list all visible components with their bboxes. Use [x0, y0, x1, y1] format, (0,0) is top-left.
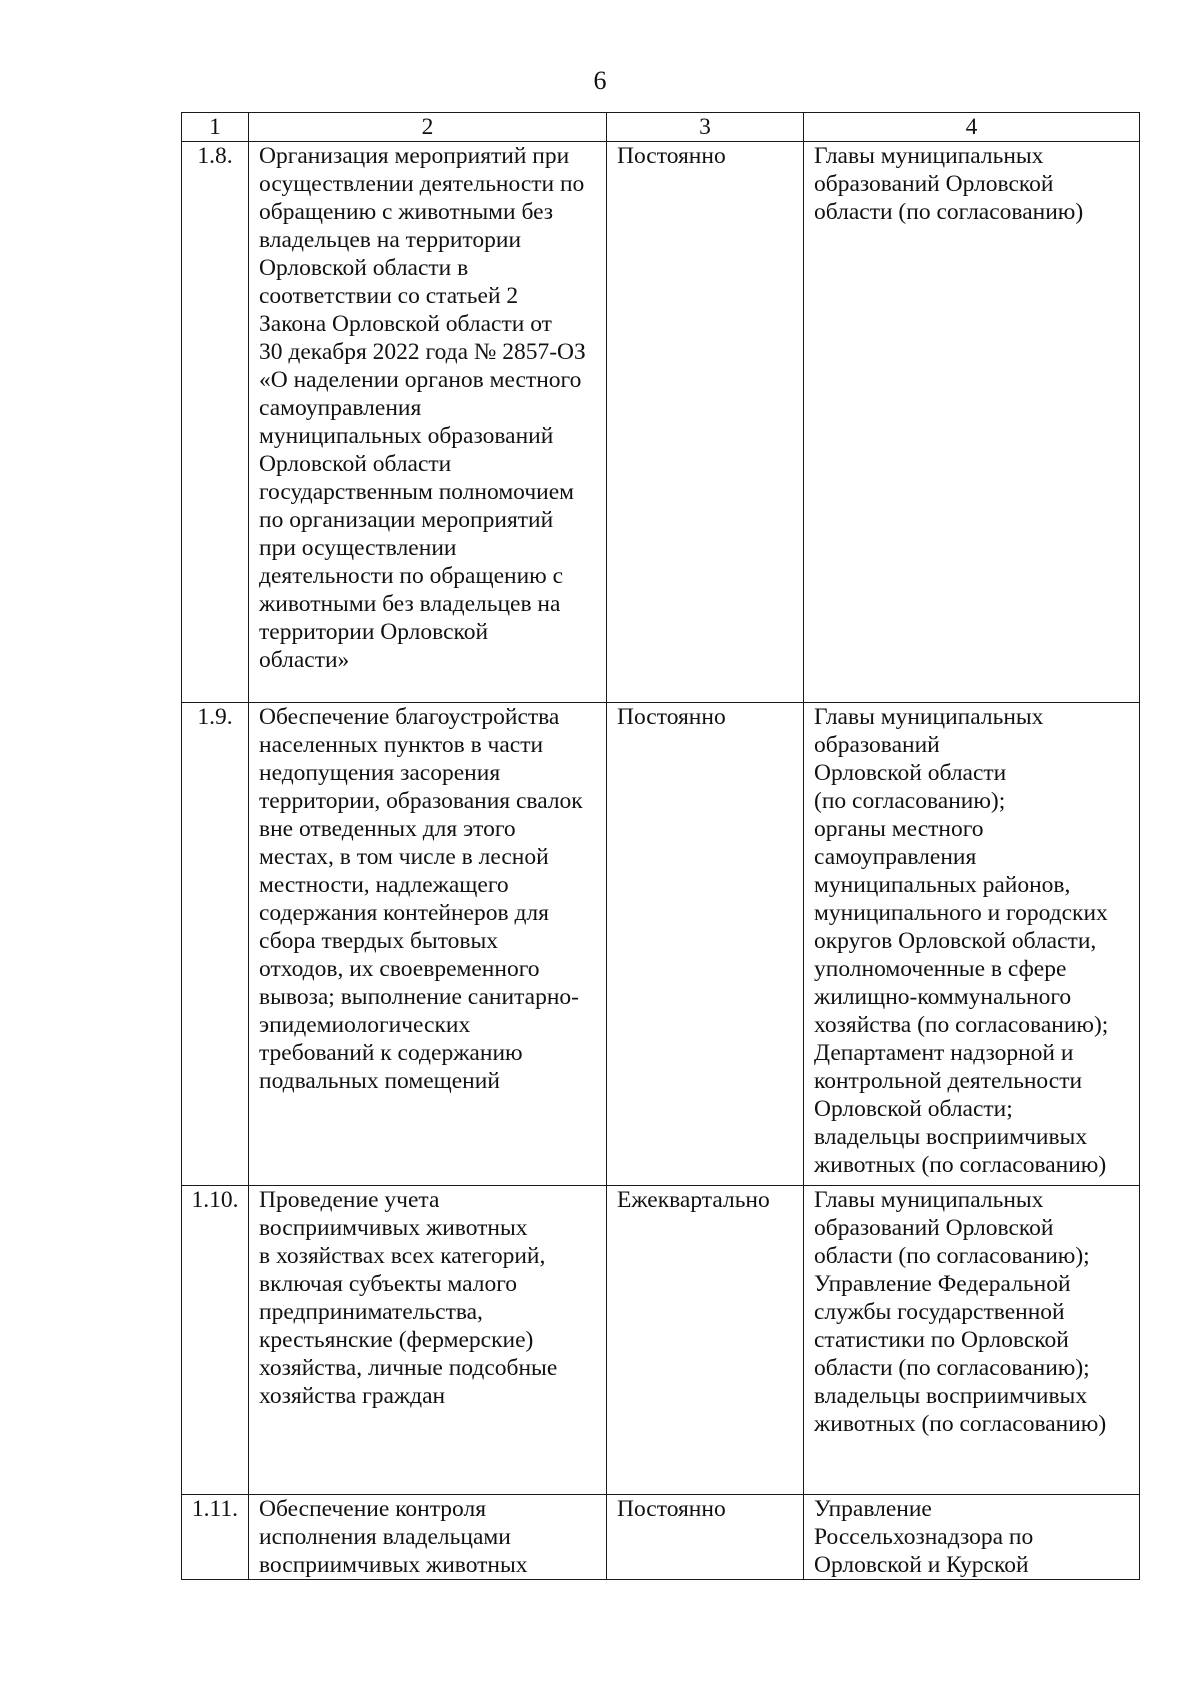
responsible-cell: Управление Россельхознадзора по Орловской и Курской	[804, 1495, 1140, 1580]
row-number: 1.11.	[182, 1495, 249, 1580]
responsible-cell: Главы муниципальных образований Орловской области (по согласованию)	[804, 142, 1140, 703]
table-row	[182, 1495, 1140, 1580]
table-row	[182, 703, 1140, 1186]
term-cell: Постоянно	[607, 703, 804, 1186]
row-number: 1.10.	[182, 1186, 249, 1495]
term-cell: Постоянно	[607, 142, 804, 703]
term-cell: Постоянно	[607, 1495, 804, 1580]
table-row	[182, 142, 1140, 703]
table-row	[182, 1186, 1140, 1495]
table-header-row	[182, 113, 1140, 142]
column-header: 1	[182, 113, 249, 142]
measure-cell: Обеспечение контроля исполнения владельцами восприимчивых животных	[249, 1495, 607, 1580]
column-header: 4	[804, 113, 1140, 142]
responsible-cell: Главы муниципальных образований Орловской области (по согласованию); органы местного самоуправления муниципальных районов, муниципального и городских округов Орловской области, уполномоченные в сфере жилищно-коммунального хозяйства (по согласованию); Департамент надзорной и контрольной деятельности Орловской области; владельцы восприимчивых животных (по согласованию)	[804, 703, 1140, 1186]
measure-cell: Организация мероприятий при осуществлении деятельности по обращению с животными без владельцев на территории Орловской области в соответствии со статьей 2 Закона Орловской области от 30 декабря 2022 года № 2857-ОЗ «О наделении органов местного самоуправления муниципальных образований Орловской области государственным полномочием по организации мероприятий при осуществлении деятельности по обращению с животными без владельцев на территории Орловской области»	[249, 142, 607, 703]
measure-cell: Проведение учета восприимчивых животных в хозяйствах всех категорий, включая субъекты малого предпринимательства, крестьянские (фермерские) хозяйства, личные подсобные хозяйства граждан	[249, 1186, 607, 1495]
measure-cell: Обеспечение благоустройства населенных пунктов в части недопущения засорения территории, образования свалок вне отведенных для этого местах, в том числе в лесной местности, надлежащего содержания контейнеров для сбора твердых бытовых отходов, их своевременного вывоза; выполнение санитарно- эпидемиологических требований к содержанию подвальных помещений	[249, 703, 607, 1186]
measures-table	[181, 112, 1140, 1580]
responsible-cell: Главы муниципальных образований Орловской области (по согласованию); Управление Федеральной службы государственной статистики по Орловской области (по согласованию); владельцы восприимчивых животных (по согласованию)	[804, 1186, 1140, 1495]
row-number: 1.8.	[182, 142, 249, 703]
column-header: 2	[249, 113, 607, 142]
column-header: 3	[607, 113, 804, 142]
row-number: 1.9.	[182, 703, 249, 1186]
page-number: 6	[593, 66, 607, 95]
term-cell: Ежеквартально	[607, 1186, 804, 1495]
